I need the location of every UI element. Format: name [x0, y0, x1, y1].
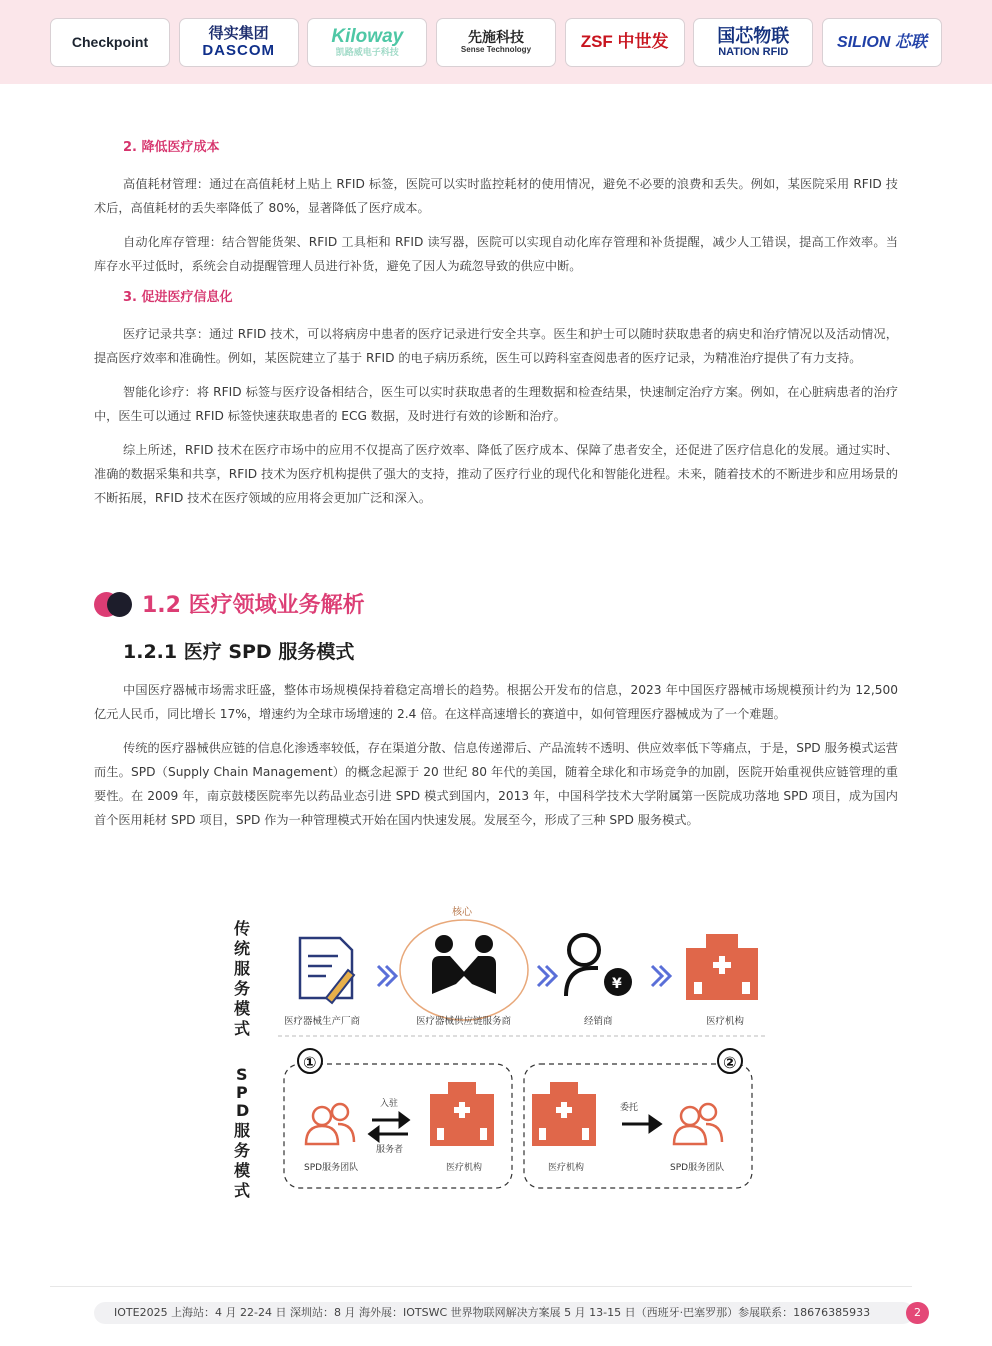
row2-label-char: S	[236, 1065, 248, 1084]
section-dots-icon	[94, 590, 134, 618]
row1-label-char: 务	[234, 979, 251, 998]
logo-silion	[822, 18, 942, 67]
logo-dascom	[179, 18, 299, 67]
logo-subtext: DASCOM	[202, 41, 275, 59]
box1-right-label: 医疗机构	[446, 1163, 483, 1173]
arrow-top-label: 委托	[620, 1103, 639, 1113]
row2-label-char: 式	[234, 1181, 251, 1198]
badge-number: ②	[723, 1053, 737, 1072]
hospital-icon	[532, 1082, 596, 1146]
core-label: 核心	[452, 907, 472, 918]
paragraph: 高值耗材管理：通过在高值耗材上贴上 RFID 标签，医院可以实时监控耗材的使用情况，避免不必要的浪费和丢失。例如，某医院采用 RFID 技术后，高值耗材的丢失率降低了 80%，显著降低了医疗成本。	[94, 177, 898, 215]
logo-checkpoint	[50, 18, 170, 67]
node-label: 医疗器械供应链服务商	[416, 1016, 512, 1027]
double-chevron-icon	[538, 966, 556, 986]
double-chevron-icon	[652, 966, 670, 986]
logo-zsf	[565, 18, 685, 67]
logo-subtext: Sense Technology	[460, 44, 532, 54]
section-title-text: 1.2 医疗领域业务解析	[142, 593, 365, 618]
row2-label-char: P	[236, 1083, 248, 1102]
subheading-informatization: 3. 促进医疗信息化	[123, 290, 233, 305]
handshake-icon	[432, 935, 496, 994]
row2-label-char: 服	[234, 1121, 251, 1140]
arrow-top-label: 入驻	[380, 1099, 399, 1109]
logo-text: ZSF 中世发	[580, 32, 669, 52]
bidirectional-arrow-icon	[370, 1114, 408, 1140]
box1-left-label: SPD服务团队	[304, 1163, 359, 1173]
hospital-icon	[686, 934, 758, 1000]
logo-subtext: 凯路威电子科技	[335, 47, 399, 57]
node-label: 医疗机构	[706, 1016, 745, 1027]
subheading-reduce-cost: 2. 降低医疗成本	[123, 140, 220, 155]
page-number-badge: 2	[906, 1302, 929, 1324]
badge-number: ①	[303, 1053, 317, 1072]
row1-label-char: 统	[234, 939, 251, 958]
row2-label-char: 模	[234, 1161, 251, 1180]
arrow-bottom-label: 服务者	[376, 1145, 404, 1155]
logo-subtext: NATION RFID	[718, 46, 789, 59]
row2-label-char: D	[236, 1101, 250, 1120]
logo-kiloway	[307, 18, 427, 67]
sponsor-logo-row	[50, 18, 942, 67]
paragraph: 传统的医疗器械供应链的信息化渗透率较低，存在渠道分散、信息传递滞后、产品流转不透明、供应效率低下等痛点，于是，SPD 服务模式运营而生。SPD（Supply Chain Management）的概念起源于 20 世纪 80 年代的美国，随着全球化和市场竞争的加剧，医院开始重视供应链管理的重要性。在 2009 年，南京鼓楼医院率先以药品业态引进 SPD 模式到国内，2013 年，中国科学技术大学附属第一医院成功落地 SPD 项目，成为国内首个医用耗材 SPD 项目，SPD 作为一种管理模式开始在国内快速发展。发展至今，形成了三种 SPD 服务模式。	[94, 741, 898, 827]
logo-text: 先施科技	[467, 29, 524, 46]
logo-nation-rfid	[693, 18, 813, 67]
row1-label	[233, 919, 251, 1038]
right-arrow-icon	[622, 1117, 660, 1131]
box2-left-label: 医疗机构	[548, 1163, 585, 1173]
row1-label-char: 式	[234, 1019, 251, 1038]
hospital-icon	[430, 1082, 494, 1146]
box2-right-label: SPD服务团队	[670, 1163, 725, 1173]
logo-text: 得实集团	[208, 25, 269, 42]
document-syringe-icon	[300, 938, 354, 1003]
logo-text: 国芯物联	[717, 25, 790, 46]
paragraph: 中国医疗器械市场需求旺盛，整体市场规模保持着稳定高增长的趋势。根据公开发布的信息，2023 年中国医疗器械市场规模预计约为 12,500 亿元人民币，同比增长 17%，增速约为全球市场增速的 2.4 倍。在这样高速增长的赛道中，如何管理医疗器械成为了一个难题。	[94, 683, 898, 721]
paragraph: 智能化诊疗：将 RFID 标签与医疗设备相结合，医生可以实时获取患者的生理数据和检查结果，快速制定治疗方案。例如，在心脏病患者的治疗中，医生可以通过 RFID 标签快速获取患者的 ECG 数据，及时进行有效的诊断和治疗。	[94, 385, 898, 423]
row2-label-char: 务	[234, 1141, 251, 1160]
core-ring	[400, 920, 528, 1020]
footer-text: IOTE2025 上海站：4 月 22-24 日 深圳站：8 月 海外展：IOTSWC 世界物联网解决方案展 5 月 13-15 日（西班牙·巴塞罗那）参展联系：18676385933	[114, 1306, 871, 1319]
logo-text: Kiloway	[331, 26, 404, 48]
section-title	[94, 588, 365, 619]
node-label: 经销商	[584, 1016, 613, 1027]
body-section-b	[94, 678, 898, 842]
double-chevron-icon	[378, 966, 396, 986]
row1-label-char: 服	[234, 959, 251, 978]
team-people-icon	[674, 1104, 722, 1144]
subsection-title: 1.2.1 医疗 SPD 服务模式	[123, 641, 355, 663]
logo-text: Checkpoint	[71, 33, 149, 50]
svg-text:¥: ¥	[612, 976, 622, 992]
logo-text: SILION 芯联	[837, 33, 927, 51]
paragraph: 综上所述，RFID 技术在医疗市场中的应用不仅提高了医疗效率、降低了医疗成本、保障了患者安全，还促进了医疗信息化的发展。通过实时、准确的数据采集和共享，RFID 技术为医疗机构提供了强大的支持，推动了医疗行业的现代化和智能化进程。未来，随着技术的不断进步和应用场景的不断拓展，RFID 技术在医疗领域的应用将会更加广泛和深入。	[94, 443, 898, 505]
row1-label-char: 传	[234, 919, 251, 938]
node-label: 医疗器械生产厂商	[284, 1016, 361, 1027]
body-section-a	[94, 138, 898, 520]
paragraph: 自动化库存管理：结合智能货架、RFID 工具柜和 RFID 读写器，医院可以实现自动化库存管理和补货提醒，减少人工错误，提高工作效率。当库存水平过低时，系统会自动提醒管理人员进行补货，避免了因人为疏忽导致的供应中断。	[94, 235, 898, 273]
row2-label	[234, 1065, 251, 1198]
logo-sense	[436, 18, 556, 67]
spd-model-diagram	[222, 898, 782, 1198]
team-people-icon	[306, 1104, 354, 1144]
paragraph: 医疗记录共享：通过 RFID 技术，可以将病房中患者的医疗记录进行安全共享。医生和护士可以随时获取患者的病史和治疗情况以及活动情况，提高医疗效率和准确性。例如，某医院建立了基于 RFID 的电子病历系统，医生可以跨科室查阅患者的医疗记录，为精准治疗提供了有力支持。	[94, 327, 898, 365]
dealer-person-coin-icon	[566, 935, 632, 996]
row1-label-char: 模	[234, 999, 251, 1018]
footer-divider	[50, 1286, 912, 1287]
